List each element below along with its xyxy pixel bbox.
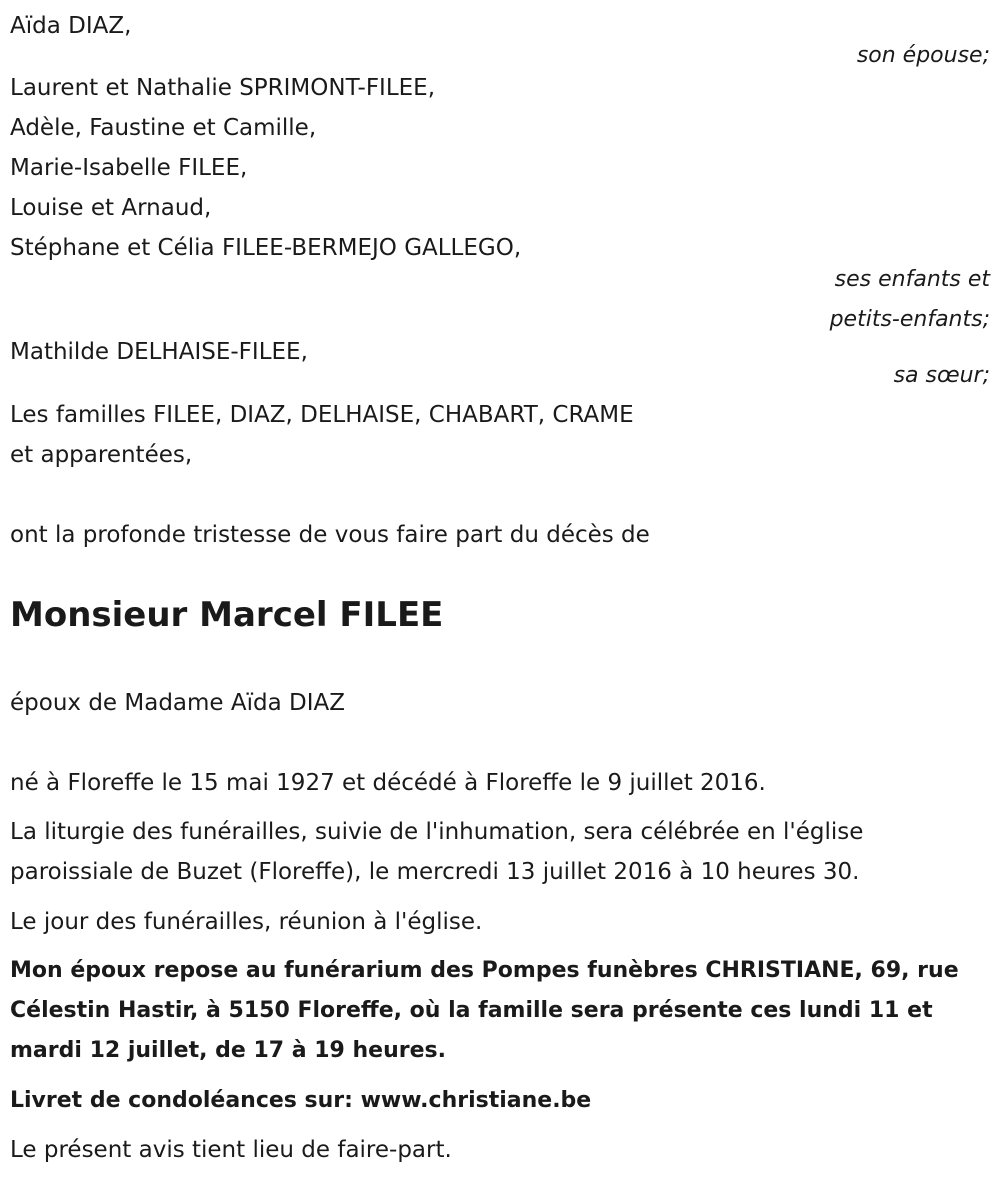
notice-text: Le présent avis tient lieu de faire-part. <box>10 1137 452 1163</box>
sister-name: Mathilde DELHAISE-FILEE, <box>10 339 308 365</box>
sister-role: sa sœur; <box>893 363 990 388</box>
spouse-name: Aïda DIAZ, <box>10 13 132 39</box>
child-line: Stéphane et Célia FILEE-BERMEJO GALLEGO, <box>10 235 522 261</box>
birth-death-text: né à Floreffe le 15 mai 1927 et décédé à Floreffe le 9 juillet 2016. <box>10 770 766 796</box>
meeting-text: Le jour des funérailles, réunion à l'église. <box>10 909 483 935</box>
condolences-text: Livret de condoléances sur: www.christiane.be <box>10 1088 592 1113</box>
spouse-of-text: époux de Madame Aïda DIAZ <box>10 690 345 716</box>
funerarium-text: Mon époux repose au funérarium des Pompes funèbres CHRISTIANE, 69, rue Célestin Hastir, à 5150 Floreffe, où la famille sera présente ces lundi 11 et mardi 12 juillet, de 17 à 19 heures. <box>10 958 959 1063</box>
child-line: Laurent et Nathalie SPRIMONT-FILEE, <box>10 75 436 101</box>
families-line: Les familles FILEE, DIAZ, DELHAISE, CHABART, CRAME <box>10 402 634 428</box>
children-role: petits-enfants; <box>829 307 990 332</box>
child-line: Marie-Isabelle FILEE, <box>10 155 248 181</box>
child-line: Adèle, Faustine et Camille, <box>10 115 317 141</box>
deceased-name: Monsieur Marcel FILEE <box>10 595 444 635</box>
child-line: Louise et Arnaud, <box>10 195 212 221</box>
children-block <box>10 68 990 340</box>
spouse-block <box>10 6 990 76</box>
announcement-text: ont la profonde tristesse de vous faire part du décès de <box>10 522 650 548</box>
families-block <box>10 395 990 475</box>
children-role: ses enfants et <box>834 267 990 292</box>
spouse-role: son épouse; <box>856 43 990 68</box>
liturgy-text: La liturgie des funérailles, suivie de l'inhumation, sera célébrée en l'église paroissiale de Buzet (Floreffe), le mercredi 13 juillet 2016 à 10 heures 30. <box>10 819 864 885</box>
families-line: et apparentées, <box>10 442 193 468</box>
sister-block <box>10 332 990 396</box>
